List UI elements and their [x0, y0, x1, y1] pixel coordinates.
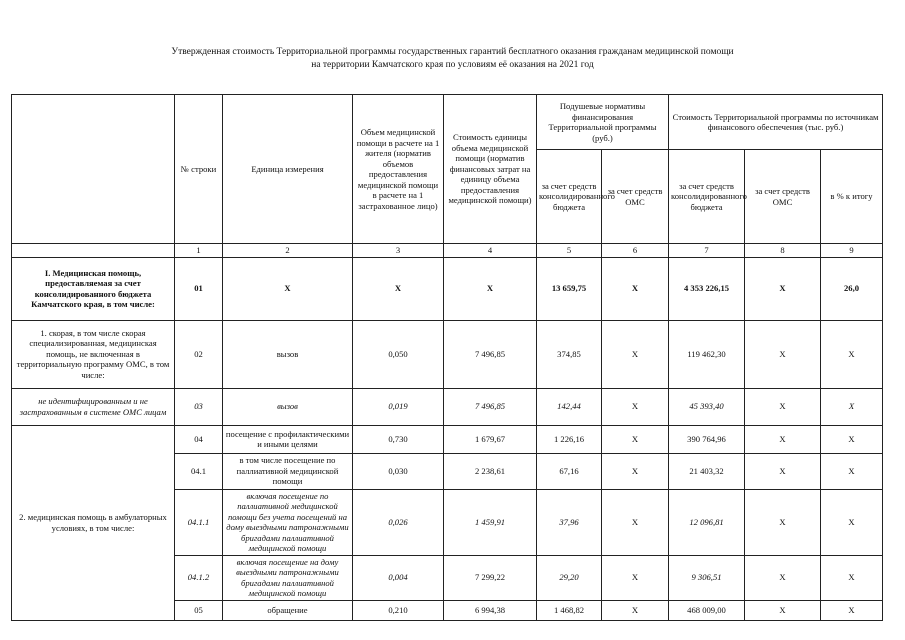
row-unit-cost: 1 459,91: [444, 489, 537, 555]
row-cost-budget: 119 462,30: [669, 320, 745, 388]
col-number: 2: [223, 244, 353, 258]
row-unit-cost: X: [444, 257, 537, 320]
row-number: 01: [175, 257, 223, 320]
row-per-capita-budget: 13 659,75: [537, 257, 602, 320]
row-cost-oms: X: [745, 257, 821, 320]
table-row: [12, 257, 883, 320]
row-cost-oms: X: [745, 453, 821, 489]
row-per-capita-oms: X: [602, 600, 669, 620]
row-volume: 0,210: [353, 600, 444, 620]
title-line-1: Утвержденная стоимость Территориальной программы государственных гарантий бесплатного оказания гражданам медицинской помощи: [171, 47, 734, 57]
row-per-capita-budget: 67,16: [537, 453, 602, 489]
row-unit: включая посещение по паллиативной медицинской помощи без учета посещений на дому выездными патронажными бригадами паллиативной медицинской помощи: [223, 489, 353, 555]
row-cost-oms: X: [745, 320, 821, 388]
row-number: 04.1.2: [175, 555, 223, 600]
row-cost-oms: X: [745, 388, 821, 425]
title-line-2: на территории Камчатского края по условиям её оказания на 2021 год: [311, 60, 594, 70]
col-number: 6: [602, 244, 669, 258]
col-number-blank: [12, 244, 175, 258]
table-row: [12, 388, 883, 425]
row-volume: 0,004: [353, 555, 444, 600]
row-cost-pct: X: [821, 425, 883, 453]
col-number: 5: [537, 244, 602, 258]
row-number: 02: [175, 320, 223, 388]
row-unit: вызов: [223, 388, 353, 425]
col-number: 3: [353, 244, 444, 258]
row-volume: 0,019: [353, 388, 444, 425]
row-volume: 0,030: [353, 453, 444, 489]
row-cost-oms: X: [745, 425, 821, 453]
row-per-capita-budget: 29,20: [537, 555, 602, 600]
row-number: 03: [175, 388, 223, 425]
row-per-capita-oms: X: [602, 257, 669, 320]
row-cost-pct: X: [821, 320, 883, 388]
row-per-capita-budget: 142,44: [537, 388, 602, 425]
col-number: 7: [669, 244, 745, 258]
row-per-capita-oms: X: [602, 489, 669, 555]
document-title: [0, 46, 905, 72]
row-unit: вызов: [223, 320, 353, 388]
row-name: не идентифицированным и не застрахованным в системе ОМС лицам: [12, 388, 175, 425]
header-cost-oms: за счет средств ОМС: [745, 150, 821, 244]
row-cost-oms: X: [745, 600, 821, 620]
row-unit-cost: 6 994,38: [444, 600, 537, 620]
row-unit: включая посещение на дому выездными патронажными бригадами паллиативной медицинской помощи: [223, 555, 353, 600]
row-cost-pct: X: [821, 388, 883, 425]
cost-table: [11, 94, 883, 621]
row-cost-oms: X: [745, 489, 821, 555]
row-per-capita-oms: X: [602, 555, 669, 600]
row-number: 04.1: [175, 453, 223, 489]
row-cost-budget: 9 306,51: [669, 555, 745, 600]
row-name-ambulatory: 2. медицинская помощь в амбулаторных условиях, в том числе:: [12, 425, 175, 620]
row-per-capita-budget: 374,85: [537, 320, 602, 388]
row-volume: X: [353, 257, 444, 320]
row-per-capita-budget: 1 468,82: [537, 600, 602, 620]
row-per-capita-oms: X: [602, 425, 669, 453]
row-cost-oms: X: [745, 555, 821, 600]
row-number: 04.1.1: [175, 489, 223, 555]
row-name: 1. скорая, в том числе скорая специализированная, медицинская помощь, не включенная в территориальную программу ОМС, в том числе:: [12, 320, 175, 388]
row-cost-budget: 468 009,00: [669, 600, 745, 620]
row-unit: посещение с профилактическими и иными целями: [223, 425, 353, 453]
row-unit: X: [223, 257, 353, 320]
row-per-capita-budget: 37,96: [537, 489, 602, 555]
row-unit-cost: 1 679,67: [444, 425, 537, 453]
row-name: I. Медицинская помощь, предоставляемая за счет консолидированного бюджета Камчатского края, в том числе:: [12, 257, 175, 320]
header-per-capita-oms: за счет средств ОМС: [602, 150, 669, 244]
row-volume: 0,730: [353, 425, 444, 453]
table-row: [12, 425, 883, 453]
row-cost-pct: X: [821, 489, 883, 555]
col-number: 8: [745, 244, 821, 258]
header-volume: Объем медицинской помощи в расчете на 1 жителя (норматив объемов предоставления медицинской помощи в расчете на 1 застрахованное лицо): [353, 95, 444, 244]
row-unit-cost: 7 496,85: [444, 320, 537, 388]
header-unit: Единица измерения: [223, 95, 353, 244]
header-per-capita: Подушевые нормативы финансирования Территориальной программы (руб.): [537, 95, 669, 150]
row-cost-budget: 45 393,40: [669, 388, 745, 425]
header-row-no: № строки: [175, 95, 223, 244]
row-unit-cost: 2 238,61: [444, 453, 537, 489]
col-number: 1: [175, 244, 223, 258]
row-unit-cost: 7 299,22: [444, 555, 537, 600]
header-per-capita-budget: за счет средств консолидированного бюджета: [537, 150, 602, 244]
table-row: [12, 320, 883, 388]
row-volume: 0,050: [353, 320, 444, 388]
row-cost-budget: 21 403,32: [669, 453, 745, 489]
row-volume: 0,026: [353, 489, 444, 555]
col-number: 4: [444, 244, 537, 258]
header-cost-budget: за счет средств консолидированного бюджета: [669, 150, 745, 244]
row-cost-budget: 12 096,81: [669, 489, 745, 555]
header-blank: [12, 95, 175, 244]
row-cost-pct: X: [821, 555, 883, 600]
row-unit: в том числе посещение по паллиативной медицинской помощи: [223, 453, 353, 489]
row-per-capita-oms: X: [602, 453, 669, 489]
row-per-capita-budget: 1 226,16: [537, 425, 602, 453]
row-cost-pct: X: [821, 453, 883, 489]
row-per-capita-oms: X: [602, 388, 669, 425]
row-per-capita-oms: X: [602, 320, 669, 388]
header-cost-pct: в % к итогу: [821, 150, 883, 244]
header-unit-cost: Стоимость единицы объема медицинской помощи (норматив финансовых затрат на единицу объема предоставления медицинской помощи): [444, 95, 537, 244]
row-cost-budget: 390 764,96: [669, 425, 745, 453]
row-unit: обращение: [223, 600, 353, 620]
row-number: 05: [175, 600, 223, 620]
row-number: 04: [175, 425, 223, 453]
col-number: 9: [821, 244, 883, 258]
header-cost-sources: Стоимость Территориальной программы по источникам финансового обеспечения (тыс. руб.): [669, 95, 883, 150]
row-cost-pct: X: [821, 600, 883, 620]
row-unit-cost: 7 496,85: [444, 388, 537, 425]
row-cost-pct: 26,0: [821, 257, 883, 320]
row-cost-budget: 4 353 226,15: [669, 257, 745, 320]
